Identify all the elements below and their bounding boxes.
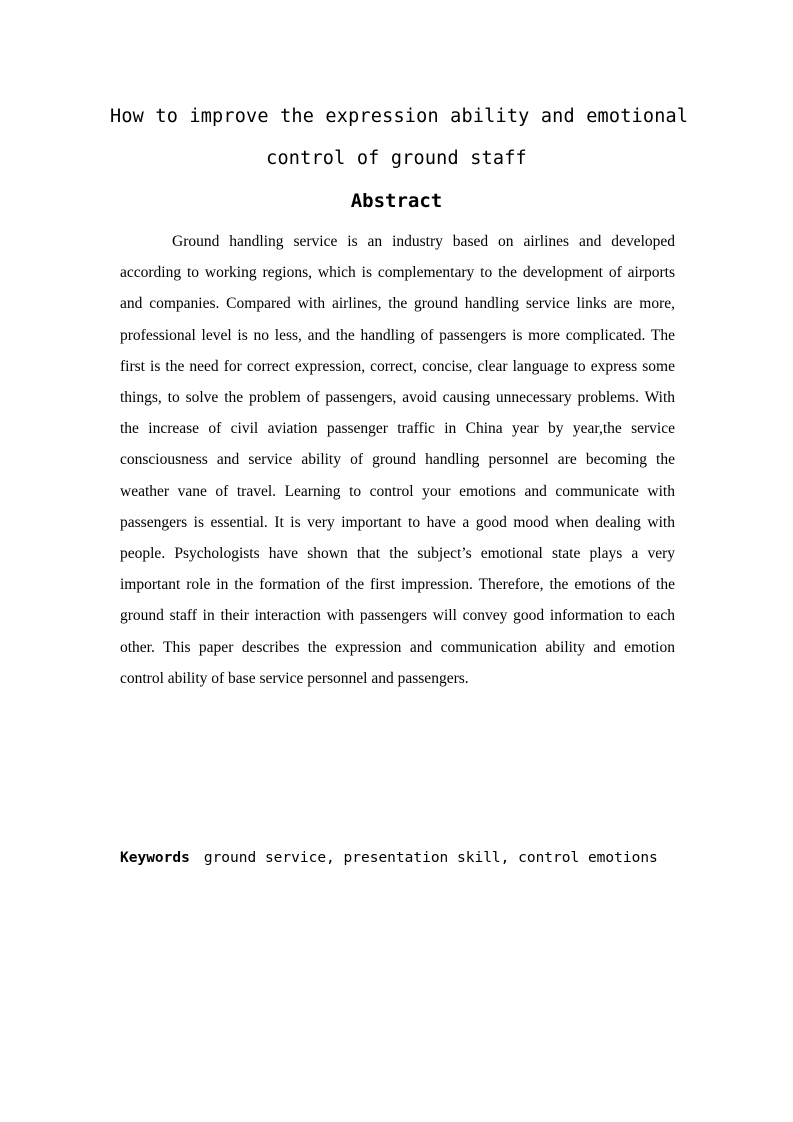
abstract-body: Ground handling service is an industry based on airlines and developed according to working regions, which is complementary to the development of airports and companies. Compared with airlines, the ground handling service links are more, professional level is no less, and the handling of passengers is more complicated. The first is the need for correct expression, correct, concise, clear language to express some things, to solve the problem of passengers, avoid causing unnecessary problems. With the increase of civil aviation passenger traffic in China year by year,the service consciousness and service ability of ground handling personnel are becoming the weather vane of travel. Learning to control your emotions and communicate with passengers is essential. It is very important to have a good mood when dealing with people. Psychologists have shown that the subject’s emotional state plays a very important role in the formation of the first impression. Therefore, the emotions of the ground staff in their interaction with passengers will convey good information to each other. This paper describes the expression and communication ability and emotion control ability of base service personnel and passengers. <box>120 233 675 687</box>
keywords-label: Keywords <box>120 850 190 866</box>
keywords-text: ground service, presentation skill, control emotions <box>203 850 658 866</box>
abstract-heading: Abstract <box>350 190 443 212</box>
paper-title-line-1: How to improve the expression ability and emotional <box>110 106 689 127</box>
paper-title-line-2: control of ground staff <box>266 148 527 169</box>
keywords-line <box>120 850 680 866</box>
